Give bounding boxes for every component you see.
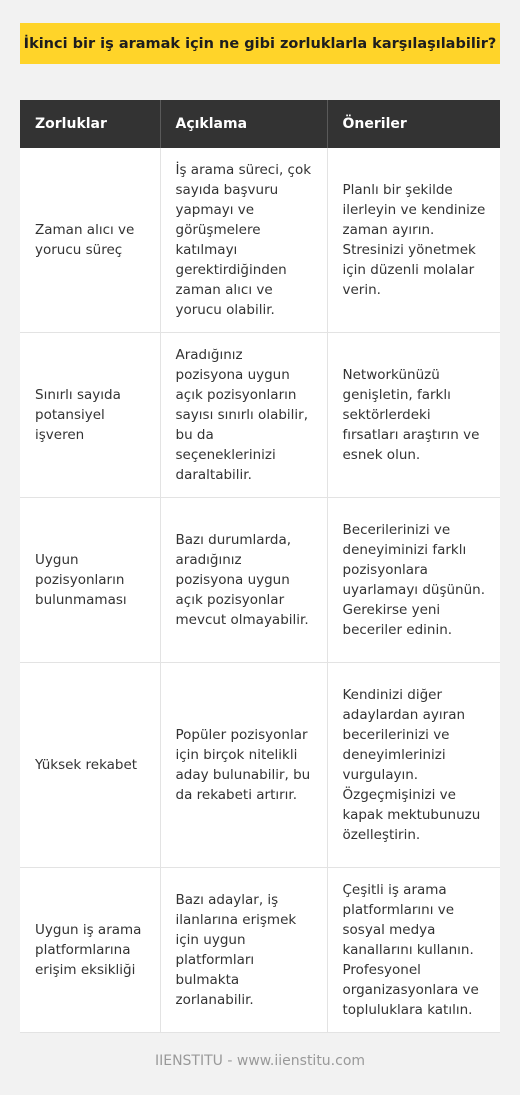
footer-credit: IIENSTITU - www.iienstitu.com bbox=[154, 1053, 366, 1069]
column-header-suggestions: Öneriler bbox=[327, 100, 500, 148]
table-row bbox=[20, 333, 500, 498]
table-row bbox=[20, 868, 500, 1033]
description-cell: Bazı adaylar, iş ilanlarına erişmek için uygun platformları bulmakta zorlanabilir. bbox=[160, 868, 327, 1033]
suggestion-cell: Çeşitli iş arama platformlarını ve sosyal medya kanallarını kullanın. Profesyonel organizasyonlara ve topluluklara katılın. bbox=[327, 868, 500, 1033]
challenge-cell: Uygun pozisyonların bulunmaması bbox=[20, 498, 160, 663]
description-cell: Popüler pozisyonlar için birçok nitelikli aday bulunabilir, bu da rekabeti artırır. bbox=[160, 663, 327, 868]
column-header-description: Açıklama bbox=[160, 100, 327, 148]
suggestion-cell: Planlı bir şekilde ilerleyin ve kendinize zaman ayırın. Stresinizi yönetmek için düzenli molalar verin. bbox=[327, 148, 500, 333]
column-header-challenges: Zorluklar bbox=[20, 100, 160, 148]
table-header-row bbox=[20, 100, 500, 148]
description-cell: İş arama süreci, çok sayıda başvuru yapmayı ve görüşmelere katılmayı gerektirdiğinden zaman alıcı ve yorucu olabilir. bbox=[160, 148, 327, 333]
challenge-cell: Sınırlı sayıda potansiyel işveren bbox=[20, 333, 160, 498]
table-row bbox=[20, 498, 500, 663]
title-banner bbox=[20, 23, 500, 64]
suggestion-cell: Kendinizi diğer adaylardan ayıran becerilerinizi ve deneyimlerinizi vurgulayın. Özgeçmişinizi ve kapak mektubunuzu özelleştirin. bbox=[327, 663, 500, 868]
suggestion-cell: Networkünüzü genişletin, farklı sektörlerdeki fırsatları araştırın ve esnek olun. bbox=[327, 333, 500, 498]
page-title: İkinci bir iş aramak için ne gibi zorluklarla karşılaşılabilir? bbox=[23, 35, 497, 52]
table-row bbox=[20, 663, 500, 868]
challenges-table bbox=[20, 100, 500, 1033]
challenge-cell: Zaman alıcı ve yorucu süreç bbox=[20, 148, 160, 333]
description-cell: Aradığınız pozisyona uygun açık pozisyonların sayısı sınırlı olabilir, bu da seçeneklerinizi daraltabilir. bbox=[160, 333, 327, 498]
description-cell: Bazı durumlarda, aradığınız pozisyona uygun açık pozisyonlar mevcut olmayabilir. bbox=[160, 498, 327, 663]
challenge-cell: Yüksek rekabet bbox=[20, 663, 160, 868]
challenge-cell: Uygun iş arama platformlarına erişim eksikliği bbox=[20, 868, 160, 1033]
suggestion-cell: Becerilerinizi ve deneyiminizi farklı pozisyonlara uyarlamayı düşünün. Gerekirse yeni beceriler edinin. bbox=[327, 498, 500, 663]
table-row bbox=[20, 148, 500, 333]
